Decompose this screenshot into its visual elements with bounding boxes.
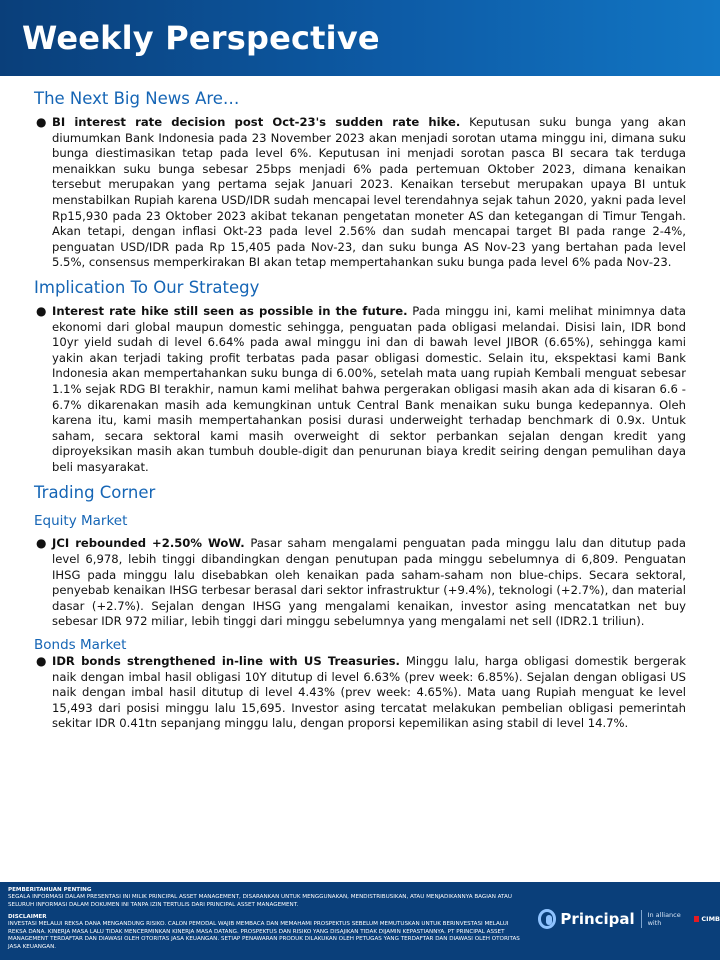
principal-logo [538, 906, 720, 932]
principal-mark-icon [538, 909, 556, 929]
logo-alliance-text: In alliance with [647, 911, 681, 927]
bullet-jci-rebounded [34, 536, 686, 630]
footer-notice-title: PEMBERITAHUAN PENTING [8, 887, 92, 893]
bullet-dot-icon: ● [36, 115, 47, 129]
footer-notice [8, 887, 520, 909]
bullet-idr-bonds [34, 654, 686, 732]
section-heading-implication: Implication To Our Strategy [34, 277, 260, 297]
bullet-lead: Interest rate hike still seen as possible in the future. [52, 303, 408, 318]
footer-notice-text: SEGALA INFORMASI DALAM PRESENTASI INI MILIK PRINCIPAL ASSET MANAGEMENT, DISARANKAN UNTUK MENGGUNAKAN, MENDISTRIBUSIKAN, ATAU MENJADIKANNYA BAGIAN ATAU SELURUH INFORMASI DALAM DOKUMEN INI TANPA IZIN TERTULIS DARI PRINCIPAL ASSET MANAGEMENT. [8, 894, 512, 908]
subsection-heading-equity: Equity Market [34, 513, 128, 530]
subsection-heading-bonds: Bonds Market [34, 637, 127, 654]
bullet-lead: IDR bonds strengthened in-line with US Treasuries. [52, 654, 400, 669]
logo-name: Principal [560, 910, 635, 928]
section-heading-trading-corner: Trading Corner [34, 483, 156, 503]
cimb-mark-icon [694, 916, 699, 922]
bullet-dot-icon: ● [36, 536, 47, 551]
page-header [0, 0, 720, 76]
bullet-text: Pasar saham mengalami penguatan pada minggu lalu dan ditutup pada level 6,978, lebih tinggi dibandingkan dengan penutupan pada minggu sebelumnya di 6,809. Penguatan IHSG pada minggu lalu disebabkan oleh kenaikan pada saham-saham non blue-chips. Secara sektoral, penyebab kenaikan IHSG terbesar berasal dari sektor infrastruktur (+9.4%), teknologi (+2.7%), dan material dasar (+2.7%). Sejalan dengan IHSG yang mengalami kenaikan, investor asing mencatatkan net buy sebesar IDR 972 miliar, lebih tinggi dari minggu sebelumnya yang mengalami net sell (IDR2.1 triliun). [52, 536, 686, 629]
section-heading-next-big-news: The Next Big News Are… [34, 89, 240, 108]
page-title: Weekly Perspective [22, 19, 380, 57]
footer-disclaimer-title: DISCLAIMER [8, 914, 47, 920]
logo-partner: CIMB [701, 915, 720, 923]
footer-disclaimer [8, 914, 520, 951]
bullet-dot-icon: ● [36, 303, 47, 318]
bullet-lead: BI interest rate decision post Oct-23's sudden rate hike. [52, 115, 461, 129]
main-content [34, 88, 686, 732]
logo-divider [641, 910, 642, 928]
bullet-rate-hike-possible [34, 304, 686, 476]
bullet-lead: JCI rebounded +2.50% WoW. [52, 536, 245, 551]
bullet-text: Minggu lalu, harga obligasi domestik bergerak naik dengan imbal hasil obligasi 10Y ditutup di level 6.63% (prev week: 6.85%). Sejalan dengan obligasi US naik dengan imbal hasil ditutup di level 4.43% (prev week: 4.65%). Mata uang Rupiah menguat ke level 15,493 dari posisi minggu lalu 15,695. Investor asing tercatat melakukan pembelian obligasi pemerintah sekitar IDR 0.41tn sepanjang minggu lalu, dengan proporsi kepemilikan asing stabil di level 14.7%. [52, 654, 687, 731]
footer-disclaimer-text: INVESTASI MELALUI REKSA DANA MENGANDUNG RISIKO. CALON PEMODAL WAJIB MEMBACA DAN MEMAHAMI PROSPEKTUS SEBELUM MEMUTUSKAN UNTUK BERINVESTASI MELALUI REKSA DANA. KINERJA MASA LALU TIDAK MENCERMINKAN KINERJA MASA DATANG. PROSPEKTUS DAN RISIKO YANG DISAJIKAN TIDAK DIJAMIN KEPASTIANNYA. PT PRINCIPAL ASSET MANAGEMENT TERDAFTAR DAN DIAWASI OLEH OTORITAS JASA KEUANGAN. SETIAP PENAWARAN PRODUK DILAKUKAN OLEH PETUGAS YANG TERDAFTAR DAN DIAWASI OLEH OTORITAS JASA KEUANGAN. [8, 921, 520, 950]
bullet-text: Pada minggu ini, kami melihat minimnya data ekonomi dari global maupun domestic sehingga, penguatan pada obligasi melandai. Disisi lain, IDR bond 10yr yield sudah di level 6.64% pada awal minggu ini dan di bawah level JIBOR (6.65%), sehingga kami yakin akan terjadi taking profit terbatas pada pasar obligasi domestic. Selain itu, ekspektasi kami Bank Indonesia akan mempertahankan suku bunga di 6.00%, setelah mata uang rupiah Kembali menguat sebesar 1.1% sejak RDG BI terakhir, namun kami melihat bahwa pergerakan obligasi masih akan ada di kisaran 6.6 - 6.7% dikarenakan masih ada kemungkinan untuk Central Bank menaikan suku bunga kedepannya. Oleh karena itu, kami masih mempertahankan posisi durasi underweight terhadap benchmark di 0.9x. Untuk saham, secara sektoral kami masih overweight di sektor perbankan sejalan dengan kredit yang diproyeksikan masih akan tumbuh double-digit dan penurunan biaya kredit seiring dengan pemulihan daya beli masyarakat. [52, 303, 687, 474]
bullet-bi-rate-decision [34, 115, 686, 271]
bullet-text: Keputusan suku bunga yang akan diumumkan Bank Indonesia pada 23 November 2023 akan menjadi sorotan utama minggu ini, dimana suku bunga diestimasikan tetap pada level 6%. Keputusan ini menjadi sorotan pasca BI secara tak terduga menaikkan suku bunga sebesar 25bps menjadi 6% pada pertemuan Oktober 2023, dimana kenaikan tersebut merupakan yang pertama sejak Januari 2023. Kenaikan tersebut merupakan upaya BI untuk menstabilkan Rupiah karena USD/IDR sudah mencapai level terendahnya sejak tahun 2020, yakni pada level Rp15,930 pada 23 Oktober 2023 akibat tekanan pengetatan moneter AS dan ketegangan di Timur Tengah. Akan tetapi, dengan inflasi Okt-23 pada level 2.56% dan sudah mencapai target BI pada range 2-4%, penguatan USD/IDR pada Rp 15,405 pada Nov-23, dan suku bunga AS Nov-23 yang bertahan pada level 5.5%, consensus memperkirakan BI akan tetap mempertahankan suku bunga pada level 6% pada Nov-23. [52, 115, 686, 270]
bullet-dot-icon: ● [36, 654, 47, 669]
